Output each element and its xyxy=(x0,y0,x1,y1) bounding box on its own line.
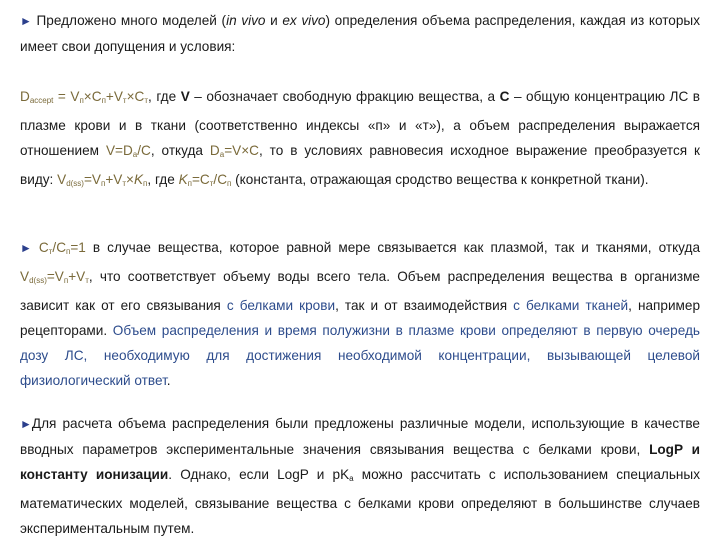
text-run: Предложено много моделей ( xyxy=(31,13,227,28)
formula-part: = V xyxy=(53,89,80,104)
formula-sub: т xyxy=(85,276,89,285)
formula-part: K xyxy=(178,172,188,187)
text-run: ) определения объема распределения, каждая из которых имеет свои допущения и условия: xyxy=(20,13,700,54)
formula-sub: т xyxy=(122,96,127,105)
formula-sub: п xyxy=(79,96,84,105)
formula-part: +V xyxy=(68,269,86,284)
formula-sub: п xyxy=(101,96,106,105)
formula-sub: a xyxy=(349,474,354,483)
formula-kp xyxy=(179,172,232,187)
formula-sub: т xyxy=(144,96,149,105)
formula-sub: п xyxy=(187,179,192,188)
formula-daccept xyxy=(20,89,148,104)
formula-vdss xyxy=(20,269,89,284)
formula-vdss xyxy=(57,172,147,187)
text-run: . Однако, если LogP и pK xyxy=(168,467,350,482)
formula-sub: d(ss) xyxy=(66,179,84,188)
formula-part: /C xyxy=(52,240,67,255)
formula-part: ×C xyxy=(83,89,102,104)
formula-part: /C xyxy=(137,143,151,158)
text-run: , что соответствует объему воды всего тела. Объем распределения вещества в организме зависит как от его связывания xyxy=(20,269,700,313)
text-run: , где xyxy=(148,89,181,104)
formula-part: K xyxy=(133,172,144,187)
formula-sub: d(ss) xyxy=(29,276,47,285)
formula-part: V xyxy=(20,269,30,284)
text-run: , например рецепторами. xyxy=(20,298,701,338)
formula-sub: т xyxy=(122,179,127,188)
formula-v-eq xyxy=(106,143,151,158)
formula-da-eq xyxy=(210,143,259,158)
formula-part: V xyxy=(57,172,67,187)
formula-part: =V xyxy=(83,172,101,187)
formula-part: =V×C xyxy=(224,143,259,158)
formula-part: D xyxy=(20,89,30,104)
text-run: Для расчета объема распределения были предложены различные модели, использующие в качестве вводных параметров экспериментальные значения связывания вещества с белками крови, xyxy=(20,416,700,457)
formula-part: =V xyxy=(46,269,64,284)
formula-paragraph xyxy=(20,84,700,196)
highlight-blood-proteins: с белками крови xyxy=(226,298,336,313)
formula-part: V=D xyxy=(105,143,133,158)
highlight-dose-sentence: Объем распределения и время полужизни в плазме крови определяют в первую очередь дозу ЛС, необходимую для достижения необходимой концентрации, вызывающей целевой физиологический ответ xyxy=(20,323,700,388)
text-run: , то в условиях равновесия исходное выражение преобразуется к виду: xyxy=(20,143,700,187)
formula-sub: п xyxy=(100,179,106,188)
formula-sub: п xyxy=(63,276,69,285)
text-run: в случае вещества, которое равной мере связывается как плазмой, так и тканями, откуда xyxy=(85,240,701,255)
formula-part: /C xyxy=(213,172,228,187)
text-run: ex vivo xyxy=(282,13,326,28)
models-paragraph xyxy=(20,411,700,541)
formula-part: =1 xyxy=(70,240,86,255)
formula-sub: a xyxy=(132,150,138,159)
formula-sub: т xyxy=(209,179,214,188)
text-run: и xyxy=(265,13,283,28)
formula-sub: a xyxy=(219,150,225,159)
text-run: можно рассчитать с использованием специальных математических моделей, связывание вещества с белками крови определяют в большинстве случаев экспериментальным путем. xyxy=(20,467,700,536)
bullet-icon: ► xyxy=(20,14,32,28)
formula-sub: acсept xyxy=(29,96,54,105)
text-run: in vivo xyxy=(226,13,266,28)
bullet-icon: ► xyxy=(20,241,32,255)
text-run: – обозначает свободную фракцию вещества, а xyxy=(189,89,500,104)
formula-part: +V xyxy=(105,89,123,104)
text-run: – общую концентрацию ЛС в плазме крови и в ткани (соответственно индексы «п» и «т»), а объем распределения выражается отношением xyxy=(20,89,701,158)
ratio-paragraph xyxy=(20,235,700,393)
formula-sub: п xyxy=(66,247,71,256)
text-run: . xyxy=(166,373,171,388)
formula-ratio xyxy=(32,240,86,255)
formula-part: =C xyxy=(191,172,210,187)
symbol-c: C xyxy=(499,89,510,104)
bullet-icon: ► xyxy=(20,417,32,431)
text-run: (константа, отражающая сродство вещества к конкретной ткани). xyxy=(231,172,649,187)
formula-sub: т xyxy=(48,247,53,256)
bold-logp-ionization: LogP и константу ионизации xyxy=(20,442,700,482)
text-run: , откуда xyxy=(150,143,210,158)
formula-part: ×C xyxy=(126,89,145,104)
symbol-v: V xyxy=(180,89,190,104)
formula-sub: п xyxy=(143,179,148,188)
formula-part: D xyxy=(209,143,220,158)
formula-part: C xyxy=(31,240,49,255)
intro-paragraph xyxy=(20,8,700,59)
formula-part: × xyxy=(126,172,134,187)
highlight-tissue-proteins: с белками тканей xyxy=(513,298,629,313)
text-run: , так и от взаимодействия xyxy=(335,298,514,313)
formula-part: +V xyxy=(105,172,123,187)
text-run: , где xyxy=(147,172,179,187)
formula-sub: п xyxy=(227,179,232,188)
